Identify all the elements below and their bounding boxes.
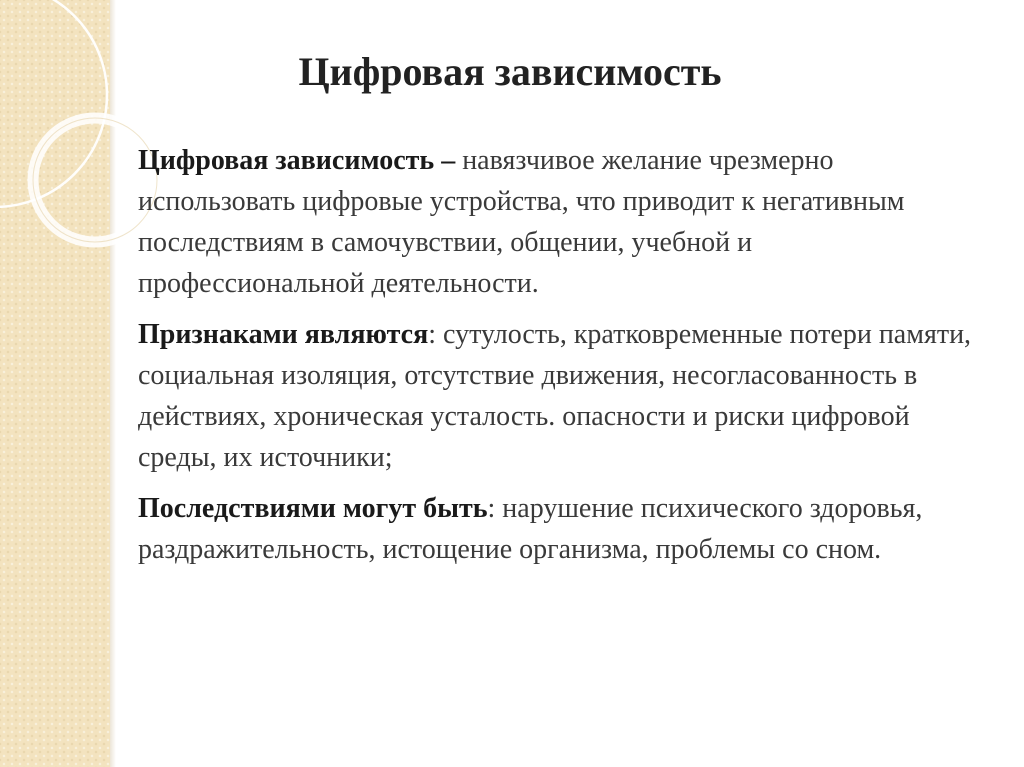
slide-body bbox=[138, 140, 983, 580]
signs-term: Признаками являются bbox=[138, 319, 429, 350]
paragraph-signs bbox=[138, 314, 983, 478]
slide-title: Цифровая зависимость bbox=[298, 49, 722, 94]
decorative-ring-large bbox=[0, 0, 107, 207]
paragraph-definition bbox=[138, 140, 983, 304]
definition-term: Цифровая зависимость – bbox=[138, 145, 456, 176]
consequences-text: : нарушение психического здоровья, раздражительность, истощение организма, проблемы со сном. bbox=[138, 493, 923, 565]
definition-text: навязчивое желание чрезмерно использовать цифровые устройства, что приводит к негативным последствиям в самочувствии, общении, учебной и профессиональной деятельности. bbox=[138, 145, 905, 299]
consequences-term: Последствиями могут быть bbox=[138, 493, 488, 524]
paragraph-consequences bbox=[138, 488, 983, 570]
signs-text: : сутулость, кратковременные потери памяти, социальная изоляция, отсутствие движения, несогласованность в действиях, хроническая усталость. опасности и риски цифровой среды, их источники; bbox=[138, 319, 972, 473]
